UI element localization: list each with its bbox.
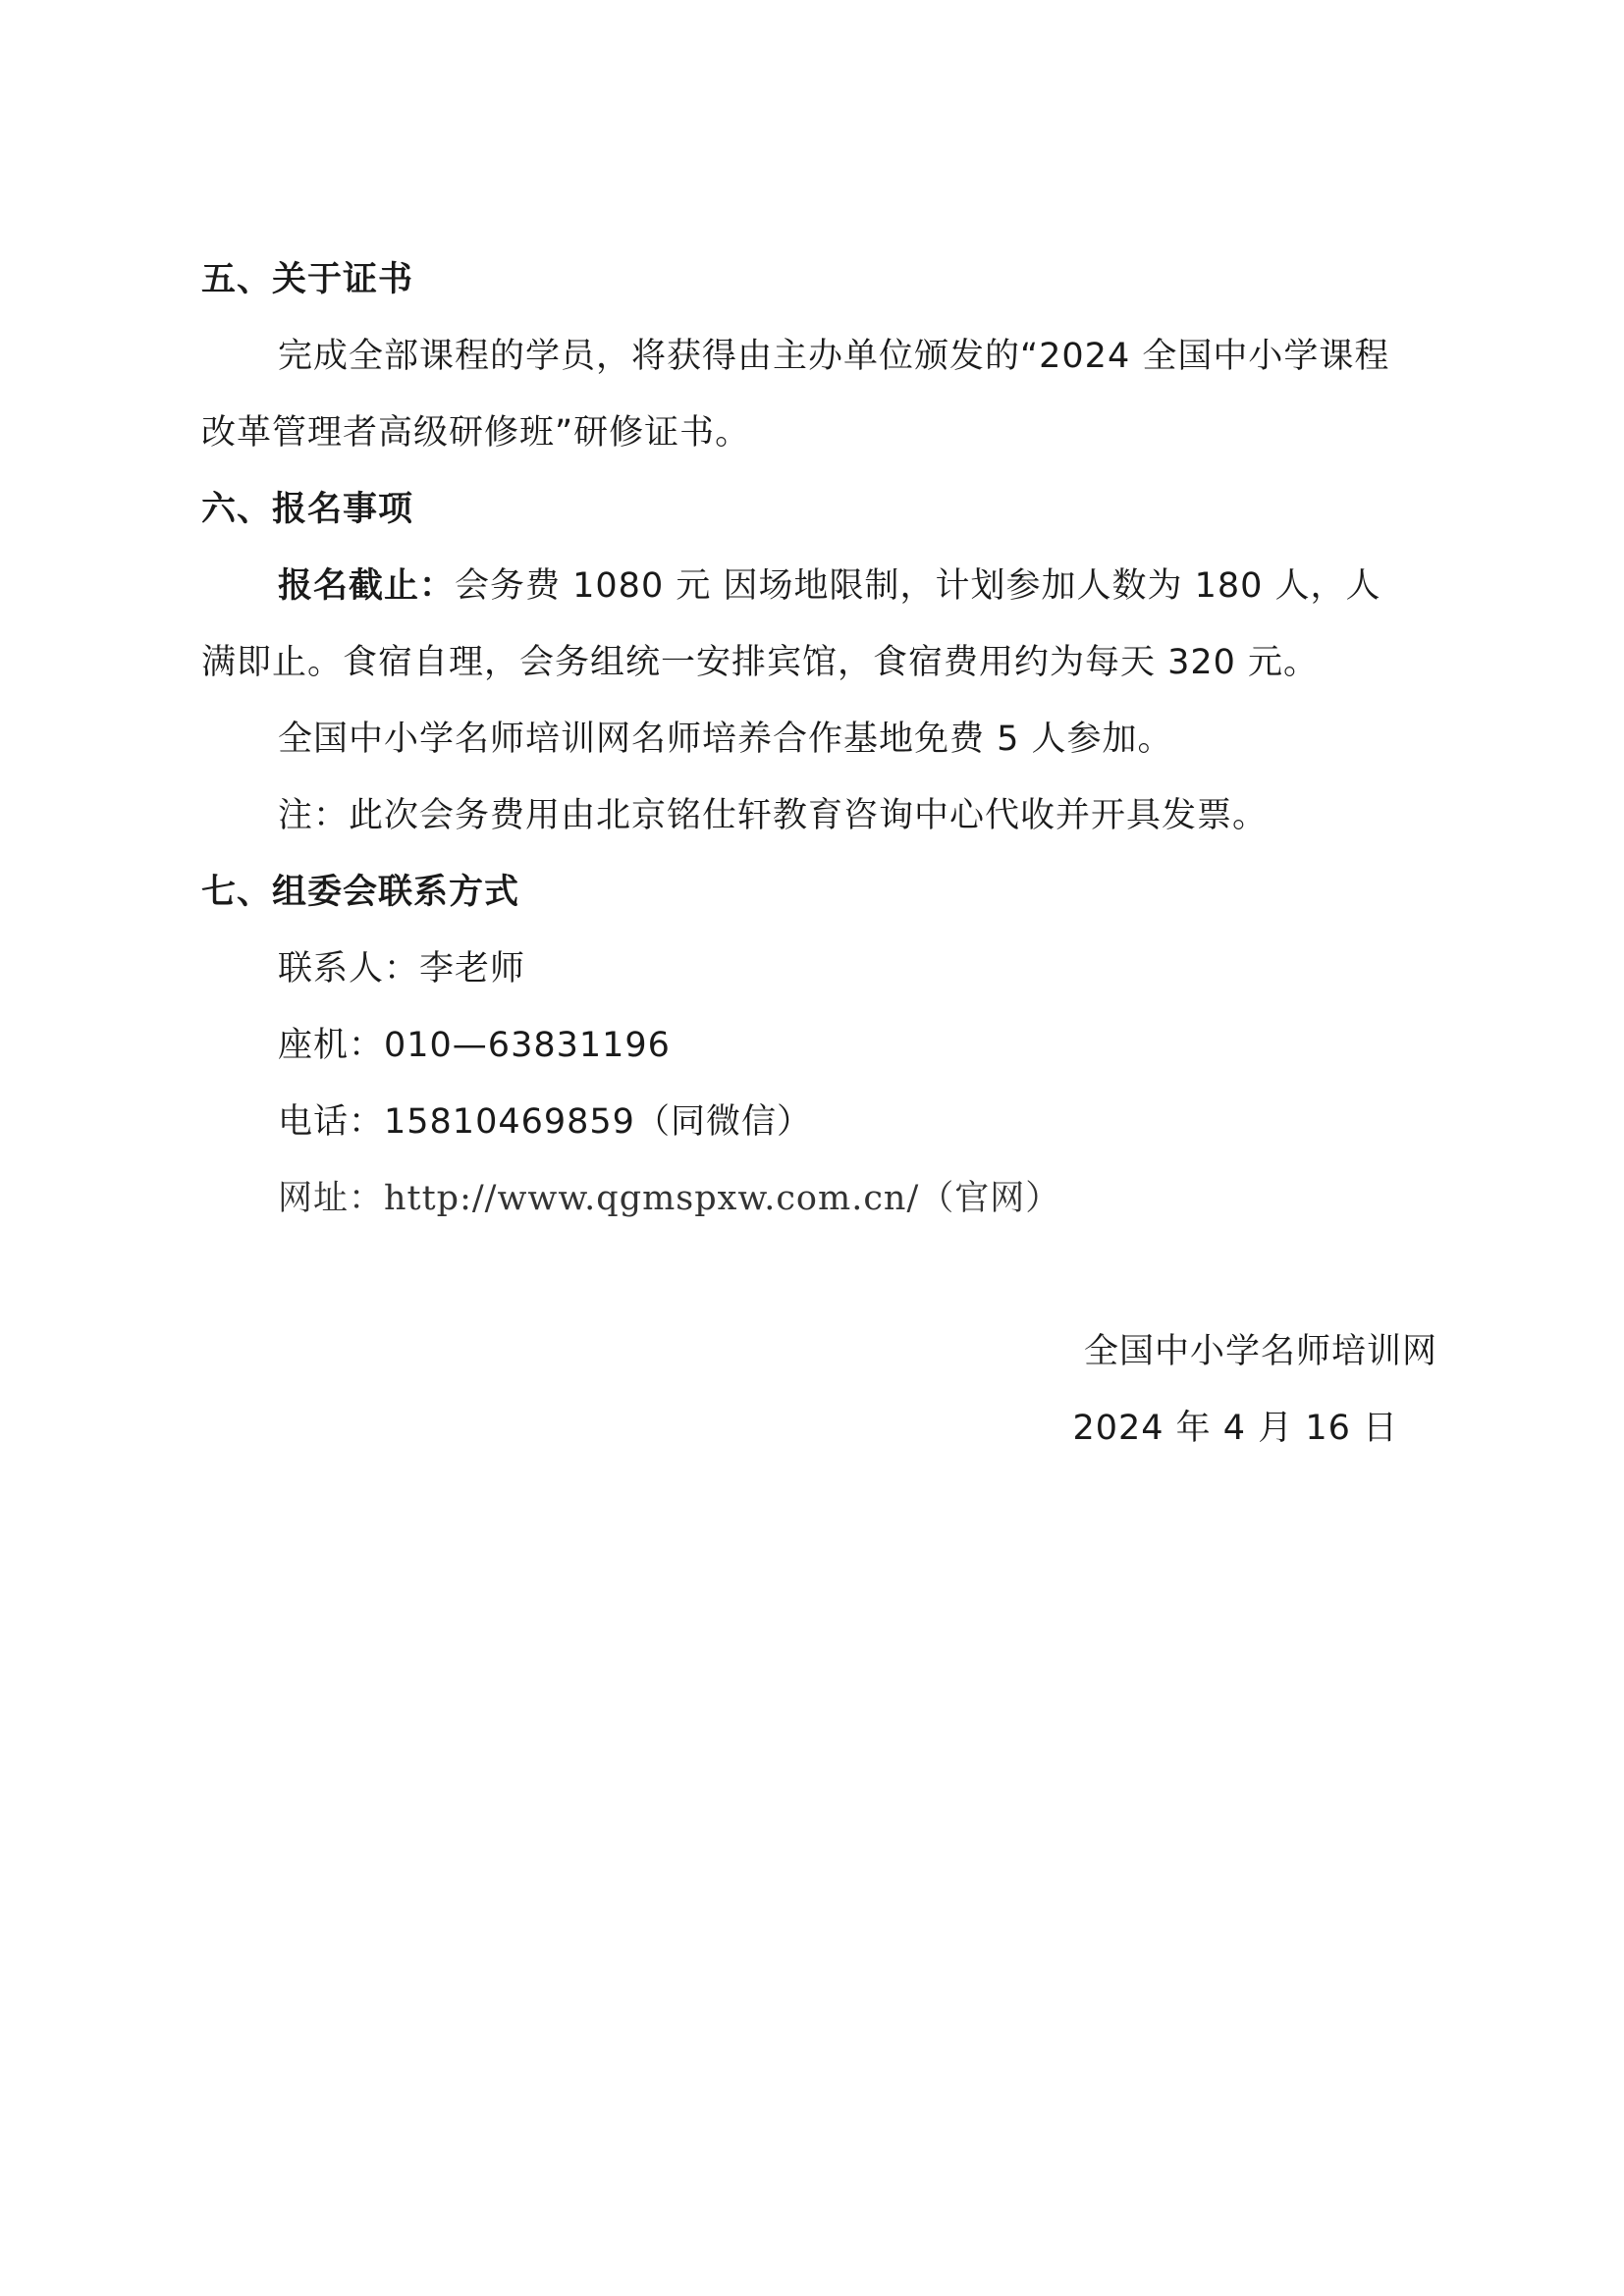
registration-paragraph-line-2: 满即止。食宿自理，会务组统一安排宾馆，食宿费用约为每天 320 元。 <box>201 643 1320 682</box>
contact-person: 联系人：李老师 <box>278 949 526 988</box>
certificate-paragraph-line-2: 改革管理者高级研修班”研修证书。 <box>201 413 751 453</box>
section-heading-registration: 六、报名事项 <box>201 490 414 529</box>
section-heading-certificate: 五、关于证书 <box>201 260 414 299</box>
contact-landline: 座机：010—63831196 <box>278 1026 671 1065</box>
certificate-paragraph-line-1: 完成全部课程的学员，将获得由主办单位颁发的“2024 全国中小学课程 <box>278 337 1390 376</box>
section-heading-contact: 七、组委会联系方式 <box>201 873 520 912</box>
signature-organization: 全国中小学名师培训网 <box>1083 1332 1437 1371</box>
contact-phone: 电话：15810469859（同微信） <box>278 1102 812 1142</box>
contact-website: 网址：http://www.qgmspxw.com.cn/（官网） <box>278 1179 1061 1218</box>
free-participation-note: 全国中小学名师培训网名师培养合作基地免费 5 人参加。 <box>278 720 1173 759</box>
registration-fee-text: 会务费 1080 元 因场地限制，计划参加人数为 180 人，人 <box>455 566 1381 606</box>
registration-paragraph-line-1 <box>278 565 1381 607</box>
signature-date: 2024 年 4 月 16 日 <box>1072 1409 1398 1448</box>
registration-deadline-label: 报名截止： <box>278 566 456 606</box>
invoice-note: 注：此次会务费用由北京铭仕轩教育咨询中心代收并开具发票。 <box>278 796 1269 835</box>
